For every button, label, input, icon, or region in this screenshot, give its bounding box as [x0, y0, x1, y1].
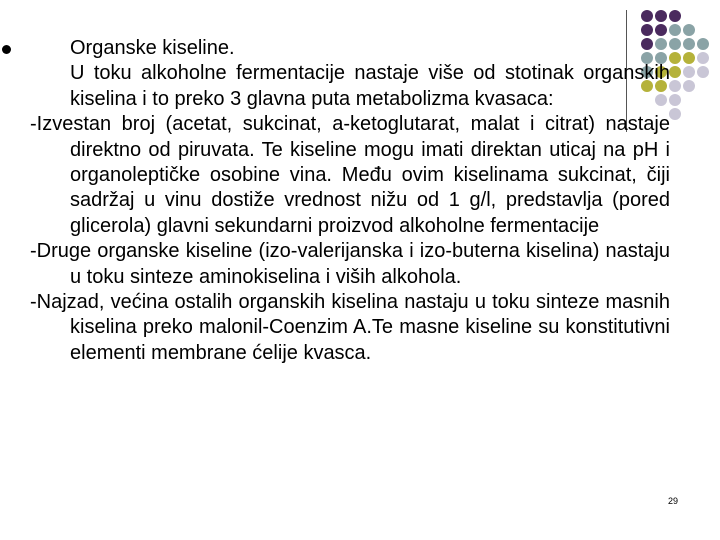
page-number: 29	[667, 496, 678, 506]
bullet-text: U toku alkoholne fermentacije nastaje više od stotinak organskih kiselina i to preko 3 glavna puta metabolizma kvasaca:	[70, 62, 670, 110]
bullet-dot-icon	[2, 45, 11, 54]
paragraph-direct-pyruvate: -Izvestan broj (acetat, sukcinat, a-ketoglutarat, malat i citrat) nastaje direktno od piruvata. Te kiseline mogu imati direktan uticaj na pH i organoleptičke osobine vina. Među ovim kiselinama sukcinat, čiji sadržaj u vinu dostiže vrednost nižu od 1 g/l, predstavlja (pored glicerola) glavni sekundarni proizvod alkoholne fermentacije	[30, 113, 670, 237]
paragraph-amino-acid-synthesis: -Druge organske kiseline (izo-valerijanska i izo-buterna kiselina) nastaju u toku sinteze aminokiselina i viših alkohola.	[30, 240, 670, 288]
bullet-heading: Organske kiseline.	[70, 37, 235, 59]
paragraph-fatty-acid-synthesis: -Najzad, većina ostalih organskih kiselina nastaju u toku sinteze masnih kiselina preko malonil-Coenzim A.Te masne kiseline su konstitutivni elementi membrane ćelije kvasca.	[30, 291, 670, 364]
slide-body	[30, 36, 670, 366]
bullet-item	[30, 36, 670, 112]
